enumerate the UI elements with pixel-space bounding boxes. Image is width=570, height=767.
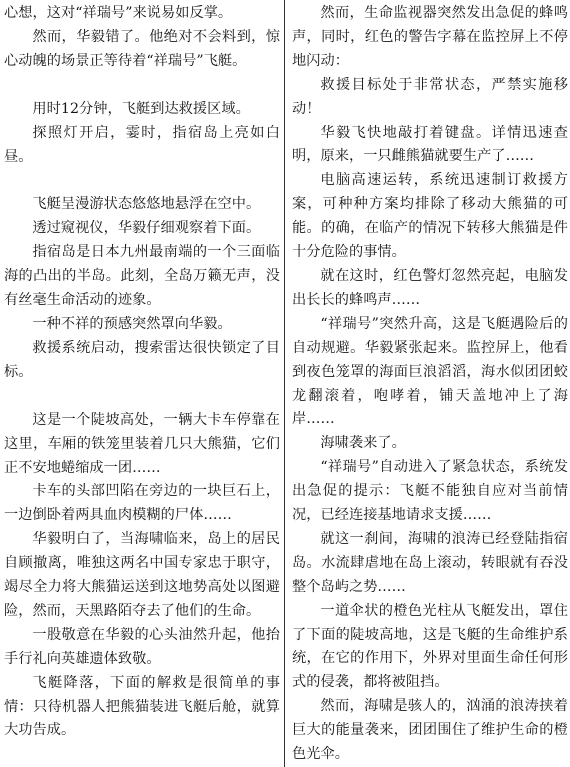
paragraph: 心想，这对“祥瑞号”来说易如反掌。 — [4, 5, 233, 21]
paragraph: 海啸袭来了。 — [320, 435, 406, 452]
paragraph: 华毅明白了，当海啸临来，岛上的居民自顾撤离，唯独这两名中国专家忠于职守，竭尽全力将大熊猫运送到这地势高处以图避险，然而，天黑路陌夺去了他们的生命。 — [4, 531, 280, 619]
paragraph: “祥瑞号”自动进入了紧急状态，系统发出急促的提示：飞艇不能独自应对当前情况，已经连接基地请求支援…… — [292, 459, 568, 524]
section-break — [4, 169, 280, 193]
paragraph: 然而，华毅错了。他绝对不会料到，惊心动魄的场景正等待着“祥瑞号”飞艇。 — [4, 28, 280, 69]
paragraph: “祥瑞号”突然升高，这是飞艇遇险后的自动规避。华毅紧张起来。监控屏上，他看到夜色笼罩的海面巨浪滔滔，海水似团团蛟龙翻滚着，咆哮着，铺天盖地冲上了海岸…… — [292, 315, 568, 428]
paragraph: 这是一个陡坡高处，一辆大卡车停靠在这里，车厢的铁笼里装着几只大熊猫，它们正不安地蜷缩成一团…… — [4, 411, 280, 476]
paragraph: 一股敬意在华毅的心头油然升起，他抬手行礼向英雄遗体致敬。 — [4, 626, 280, 667]
section-break — [4, 385, 280, 409]
column-divider — [284, 0, 285, 767]
paragraph: 飞艇呈漫游状态悠悠地悬浮在空中。 — [32, 196, 261, 213]
paragraph: 一种不祥的预感突然罩向华毅。 — [32, 315, 232, 332]
paragraph: 就在这时，红色警灯忽然亮起，电脑发出长长的蜂鸣声…… — [292, 267, 568, 308]
paragraph: 然而，生命监视器突然发出急促的蜂鸣声，同时，红色的警告字幕在监控屏上不停地闪动： — [292, 5, 568, 69]
paragraph: 救援目标处于非常状态，严禁实施移动！ — [292, 76, 568, 117]
paragraph: 探照灯开启，霎时，指宿岛上亮如白昼。 — [4, 124, 280, 165]
section-break — [4, 74, 280, 98]
paragraph: 用时12分钟，飞艇到达救援区域。 — [32, 100, 250, 117]
paragraph: 电脑高速运转，系统迅速制订救援方案，可种种方案均排除了移动大熊猫的可能。的确，在临产的情况下转移大熊猫是件十分危险的事情。 — [292, 172, 568, 261]
left-column — [4, 2, 280, 743]
paragraph: 一道伞状的橙色光柱从飞艇发出，罩住了下面的陡坡高地，这是飞艇的生命维护系统，在它的作用下，外界对里面生命任何形式的侵袭，都将被阻挡。 — [292, 602, 568, 691]
paragraph: 救援系统启动，搜索雷达很快锁定了目标。 — [4, 339, 280, 380]
paragraph: 卡车的头部凹陷在旁边的一块巨石上，一边倒卧着两具血肉模糊的尸体…… — [4, 483, 280, 524]
paragraph: 飞艇降落，下面的解救是很简单的事情：只待机器人把熊猫装进飞艇后舱，就算大功告成。 — [4, 674, 280, 739]
paragraph: 就这一刹间，海啸的浪涛已经登陆指宿岛。水流肆虐地在岛上滚动，转眼就有吞没整个岛屿之势…… — [292, 530, 568, 595]
paragraph: 透过窥视仪，华毅仔细观察着下面。 — [32, 220, 261, 237]
paragraph: 指宿岛是日本九州最南端的一个三面临海的凸出的半岛。此刻，全岛万籁无声，没有丝毫生命活动的迹象。 — [4, 244, 280, 309]
paragraph: 华毅飞快地敲打着键盘。详情迅速查明，原来，一只雌熊猫就要生产了…… — [292, 124, 568, 165]
right-column — [292, 2, 568, 767]
paragraph: 然而，海啸是骇人的，汹涌的浪涛挟着巨大的能量袭来，团团围住了维护生命的橙色光伞。 — [292, 698, 568, 763]
